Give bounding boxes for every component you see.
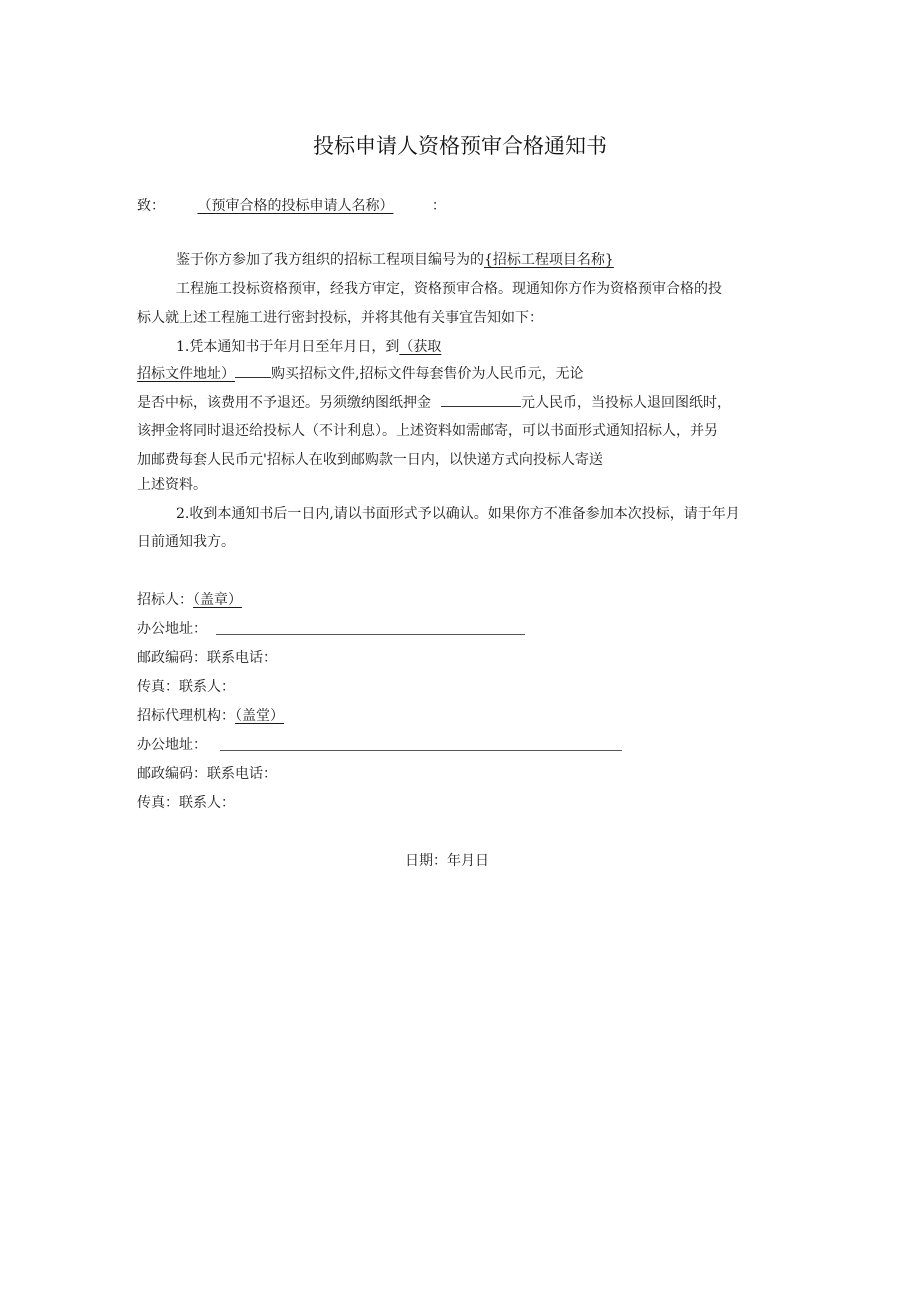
item-1-price-text: 购买招标文件,招标文件每套售价为人民币元，无论 (271, 366, 584, 382)
tenderer-postcode-line: 邮政编码：联系电话： (137, 650, 277, 666)
paragraph-1-line-1 (176, 250, 614, 270)
paragraph-1-line-3: 标人就上述工程施工进行密封投标，并将其他有关事宜告知如下： (137, 310, 543, 326)
agency-address-label: 办公地址： (137, 737, 207, 753)
agency-fax-line: 传真：联系人： (137, 795, 235, 811)
item-1-deposit-text: 是否中标，该费用不予退还。另须缴纳图纸押金 (137, 395, 431, 411)
agency-address-underline (220, 750, 622, 751)
addressee-prefix: 致： (137, 198, 165, 214)
date-line: 日期：年月日 (405, 853, 489, 869)
item-1-line-4: 该押金将同时退还给投标人（不计利息）。上述资料如需邮寄，可以书面形式通知招标人，并另 (137, 423, 718, 439)
tenderer-address-label: 办公地址： (137, 621, 207, 637)
purchase-address-field-start: （获取 (399, 339, 442, 355)
tenderer-label: 招标人： (137, 592, 193, 608)
paragraph-1-text: 鉴于你方参加了我方组织的招标工程项目编号为的 (176, 252, 484, 268)
agency-postcode-line: 邮政编码：联系电话： (137, 766, 277, 782)
addressee-suffix: ： (431, 198, 446, 214)
item-1-line-1 (176, 337, 441, 357)
tenderer-line (137, 590, 242, 610)
item-1-line-5: 加邮费每套人民币元'招标人在收到邮购款一日内，以快递方式向投标人寄送 (137, 452, 603, 468)
item-1-deposit-unit: 元人民币，当投标人退回图纸时， (521, 395, 731, 411)
item-1-line-2 (137, 363, 583, 384)
addressee-line (137, 196, 446, 216)
item-1-line-3 (137, 392, 731, 413)
tenderer-address-line (137, 619, 207, 639)
agency-line (137, 706, 284, 726)
item-1-line-6: 上述资料。 (137, 477, 207, 493)
addressee-name: （预审合格的投标申请人名称） (197, 198, 394, 214)
agency-address-line (137, 735, 207, 755)
paragraph-1-line-2: 工程施工投标资格预审，经我方审定，资格预审合格。现通知你方作为资格预审合格的投 (176, 281, 722, 297)
item-2-line-2: 日前通知我方。 (137, 534, 235, 550)
agency-seal: （盖堂） (235, 708, 284, 724)
project-name-field: {招标工程项目名称} (484, 252, 614, 268)
item-2-line-1: 2.收到本通知书后一日内,请以书面形式予以确认。如果你方不准备参加本次投标，请于年月 (176, 506, 740, 522)
agency-label: 招标代理机构： (137, 708, 235, 724)
tenderer-address-underline (216, 634, 525, 635)
item-1-text: 1.凭本通知书于年月日至年月日，到 (176, 339, 400, 355)
tenderer-seal: （盖章） (193, 592, 242, 608)
document-title: 投标申请人资格预审合格通知书 (313, 134, 607, 158)
purchase-address-field-end: 招标文件地址） (137, 366, 235, 382)
blank-underline (235, 363, 271, 378)
tenderer-fax-line: 传真：联系人： (137, 679, 235, 695)
deposit-blank (441, 392, 521, 407)
